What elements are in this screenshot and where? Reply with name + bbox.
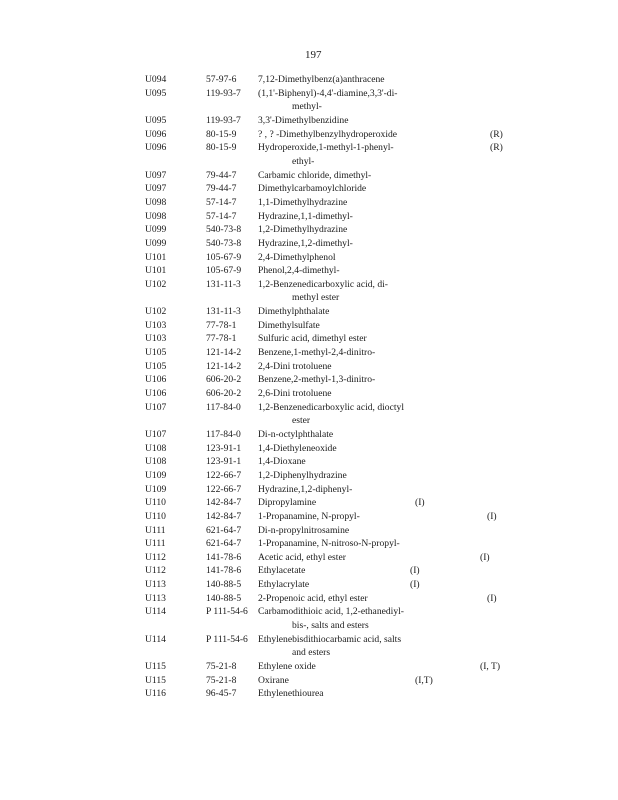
substance-name: 2,4-Dini trotoluene bbox=[258, 360, 332, 372]
substance-name: Sulfuric acid, dimethyl ester bbox=[258, 333, 367, 345]
cas-number: 96-45-7 bbox=[206, 688, 237, 700]
substance-name: 1,2-Diphenylhydrazine bbox=[258, 469, 347, 481]
substance-name: 7,12-Dimethylbenz(a)anthracene bbox=[258, 74, 385, 85]
table-row bbox=[0, 646, 618, 659]
table-row bbox=[0, 551, 618, 564]
table-row bbox=[0, 237, 618, 250]
cas-number: 122-66-7 bbox=[206, 469, 242, 481]
cas-number: 79-44-7 bbox=[206, 183, 237, 195]
substance-name: Ethylacrylate bbox=[258, 579, 310, 590]
table-row bbox=[0, 483, 618, 496]
substance-name: ethyl- bbox=[292, 155, 315, 167]
cas-number: 57-97-6 bbox=[206, 74, 237, 85]
waste-code: U114 bbox=[145, 633, 166, 645]
hazard-code: (R) bbox=[490, 128, 503, 140]
waste-code: U115 bbox=[145, 674, 166, 686]
table-row bbox=[0, 291, 618, 304]
waste-code: U109 bbox=[145, 483, 167, 495]
table-row bbox=[0, 578, 618, 591]
cas-number: 621-64-7 bbox=[206, 538, 242, 550]
cas-number: 117-84-0 bbox=[206, 401, 241, 413]
table-row bbox=[0, 387, 618, 400]
waste-code: U105 bbox=[145, 347, 167, 358]
substance-name: Ethylenethiourea bbox=[258, 688, 324, 700]
hazard-code: (I, T) bbox=[480, 661, 501, 672]
waste-code: U107 bbox=[145, 428, 167, 440]
cas-number: 121-14-2 bbox=[206, 347, 242, 358]
cas-number: 131-11-3 bbox=[206, 306, 241, 318]
waste-code: U099 bbox=[145, 224, 167, 236]
waste-code: U110 bbox=[145, 497, 166, 509]
table-row bbox=[0, 619, 618, 632]
table-row bbox=[0, 196, 618, 209]
substance-name: Dimethylsulfate bbox=[258, 319, 320, 331]
table-row bbox=[0, 141, 618, 154]
hazard-code: (I) bbox=[480, 551, 490, 563]
substance-name: Ethylene oxide bbox=[258, 661, 316, 672]
table-row bbox=[0, 278, 618, 291]
hazard-code: (I) bbox=[410, 579, 420, 590]
cas-number: 119-93-7 bbox=[206, 115, 241, 126]
substance-name: Acetic acid, ethyl ester bbox=[258, 551, 346, 563]
waste-code: U101 bbox=[145, 265, 167, 277]
substance-name: Ethylacetate bbox=[258, 565, 306, 577]
table-row bbox=[0, 401, 618, 414]
waste-code: U098 bbox=[145, 196, 167, 208]
table-row bbox=[0, 73, 618, 86]
cas-number: P 111-54-6 bbox=[206, 633, 248, 645]
table-row bbox=[0, 114, 618, 127]
waste-code: U116 bbox=[145, 688, 166, 700]
table-row bbox=[0, 128, 618, 141]
waste-code: U113 bbox=[145, 579, 166, 590]
cas-number: 80-15-9 bbox=[206, 128, 237, 140]
waste-code: U108 bbox=[145, 456, 167, 468]
waste-code: U115 bbox=[145, 661, 166, 672]
table-row bbox=[0, 251, 618, 264]
cas-number: 80-15-9 bbox=[206, 142, 237, 154]
substance-name: ester bbox=[292, 415, 311, 427]
table-row bbox=[0, 564, 618, 577]
substance-name: 2,6-Dini trotoluene bbox=[258, 387, 332, 399]
waste-code: U096 bbox=[145, 128, 167, 140]
table-row bbox=[0, 319, 618, 332]
substance-name: Benzene,1-methyl-2,4-dinitro- bbox=[258, 347, 376, 358]
substance-name: Hydroperoxide,1-methyl-1-phenyl- bbox=[258, 142, 394, 154]
cas-number: 77-78-1 bbox=[206, 333, 237, 345]
table-row bbox=[0, 169, 618, 182]
substance-name: 1,4-Dioxane bbox=[258, 456, 306, 468]
substance-name: Hydrazine,1,2-diphenyl- bbox=[258, 483, 353, 495]
substance-name: Carbamodithioic acid, 1,2-ethanediyl- bbox=[258, 606, 404, 618]
cas-number: 77-78-1 bbox=[206, 319, 237, 331]
hazard-code: (I,T) bbox=[415, 674, 433, 686]
substance-name: Dimethylphthalate bbox=[258, 306, 330, 318]
waste-code: U102 bbox=[145, 306, 167, 318]
table-row bbox=[0, 633, 618, 646]
waste-code: U111 bbox=[145, 524, 166, 536]
substance-name: Ethylenebisdithiocarbamic acid, salts bbox=[258, 633, 402, 645]
waste-code: U106 bbox=[145, 387, 167, 399]
substance-name: 1,2-Benzenedicarboxylic acid, dioctyl bbox=[258, 401, 404, 413]
table-row bbox=[0, 592, 618, 605]
hazard-code: (I) bbox=[410, 565, 420, 577]
hazard-code: (I) bbox=[487, 510, 497, 522]
cas-number: 142-84-7 bbox=[206, 497, 242, 509]
cas-number: 140-88-5 bbox=[206, 579, 242, 590]
substance-name: Dimethylcarbamoylchloride bbox=[258, 183, 367, 195]
waste-code: U110 bbox=[145, 510, 166, 522]
table-row bbox=[0, 660, 618, 673]
substance-name: (1,1'-Biphenyl)-4,4'-diamine,3,3'-di- bbox=[258, 87, 398, 99]
cas-number: 57-14-7 bbox=[206, 210, 237, 222]
waste-code: U112 bbox=[145, 551, 166, 563]
table-row bbox=[0, 428, 618, 441]
substance-name: Carbamic chloride, dimethyl- bbox=[258, 169, 372, 181]
substance-name: 1,2-Benzenedicarboxylic acid, di- bbox=[258, 278, 388, 290]
substance-name: 1-Propanamine, N-propyl- bbox=[258, 510, 360, 522]
waste-code: U096 bbox=[145, 142, 167, 154]
table-row bbox=[0, 223, 618, 236]
table-row bbox=[0, 414, 618, 427]
hazard-code: (R) bbox=[490, 142, 503, 154]
cas-number: 105-67-9 bbox=[206, 265, 242, 277]
table-row bbox=[0, 674, 618, 687]
table-row bbox=[0, 442, 618, 455]
waste-code: U103 bbox=[145, 319, 167, 331]
cas-number: 621-64-7 bbox=[206, 524, 242, 536]
cas-number: 105-67-9 bbox=[206, 251, 242, 263]
substance-name: Phenol,2,4-dimethyl- bbox=[258, 265, 340, 277]
cas-number: 141-78-6 bbox=[206, 551, 242, 563]
table-row bbox=[0, 496, 618, 509]
waste-code: U099 bbox=[145, 237, 167, 249]
cas-number: 142-84-7 bbox=[206, 510, 242, 522]
waste-code: U105 bbox=[145, 360, 167, 372]
cas-number: 75-21-8 bbox=[206, 674, 237, 686]
table-row bbox=[0, 332, 618, 345]
substance-name: Benzene,2-methyl-1,3-dinitro- bbox=[258, 374, 376, 386]
substance-name: bis-, salts and esters bbox=[292, 620, 369, 631]
cas-number: 141-78-6 bbox=[206, 565, 242, 577]
waste-code: U097 bbox=[145, 169, 167, 181]
waste-code: U095 bbox=[145, 87, 167, 99]
substance-name: Hydrazine,1,2-dimethyl- bbox=[258, 237, 353, 249]
cas-number: 79-44-7 bbox=[206, 169, 237, 181]
waste-code: U111 bbox=[145, 538, 166, 550]
substance-name: and esters bbox=[292, 647, 331, 659]
waste-code: U102 bbox=[145, 278, 167, 290]
cas-number: 123-91-1 bbox=[206, 456, 242, 468]
substance-name: 3,3'-Dimethylbenzidine bbox=[258, 115, 349, 126]
page-number: 197 bbox=[305, 49, 322, 61]
table-row bbox=[0, 360, 618, 373]
hazard-code: (I) bbox=[487, 592, 497, 604]
waste-code: U107 bbox=[145, 401, 167, 413]
waste-code: U101 bbox=[145, 251, 167, 263]
table-row bbox=[0, 346, 618, 359]
substance-name: Hydrazine,1,1-dimethyl- bbox=[258, 210, 353, 222]
substance-name: Di-n-octylphthalate bbox=[258, 428, 334, 440]
table-row bbox=[0, 373, 618, 386]
waste-code: U112 bbox=[145, 565, 166, 577]
table-row bbox=[0, 687, 618, 700]
table-row bbox=[0, 537, 618, 550]
substance-name: Oxirane bbox=[258, 674, 289, 686]
substance-name: methyl- bbox=[292, 101, 322, 113]
table-row bbox=[0, 455, 618, 468]
waste-code: U095 bbox=[145, 115, 167, 126]
cas-number: 119-93-7 bbox=[206, 87, 241, 99]
waste-code: U094 bbox=[145, 74, 167, 85]
table-row bbox=[0, 100, 618, 113]
cas-number: 540-73-8 bbox=[206, 237, 242, 249]
substance-name: 1,2-Dimethylhydrazine bbox=[258, 224, 348, 236]
cas-number: 75-21-8 bbox=[206, 661, 237, 672]
cas-number: 122-66-7 bbox=[206, 483, 242, 495]
cas-number: 540-73-8 bbox=[206, 224, 242, 236]
substance-name: ? , ? -Dimethylbenzylhydroperoxide bbox=[258, 128, 398, 140]
cas-number: 606-20-2 bbox=[206, 374, 242, 386]
table-row bbox=[0, 524, 618, 537]
substance-name: 1-Propanamine, N-nitroso-N-propyl- bbox=[258, 538, 400, 550]
substance-name: Dipropylamine bbox=[258, 497, 317, 509]
cas-number: 140-88-5 bbox=[206, 592, 242, 604]
table-row bbox=[0, 469, 618, 482]
waste-code: U109 bbox=[145, 469, 167, 481]
table-row bbox=[0, 264, 618, 277]
table-row bbox=[0, 87, 618, 100]
cas-number: 121-14-2 bbox=[206, 360, 242, 372]
waste-code: U113 bbox=[145, 592, 166, 604]
substance-name: 1,1-Dimethylhydrazine bbox=[258, 196, 348, 208]
cas-number: 606-20-2 bbox=[206, 387, 242, 399]
substance-name: 2,4-Dimethylphenol bbox=[258, 251, 336, 263]
table-row bbox=[0, 605, 618, 618]
table-row bbox=[0, 510, 618, 523]
cas-number: 131-11-3 bbox=[206, 278, 241, 290]
substance-name: methyl ester bbox=[292, 292, 340, 304]
waste-code: U114 bbox=[145, 606, 166, 618]
table-row bbox=[0, 155, 618, 168]
cas-number: P 111-54-6 bbox=[206, 606, 248, 618]
waste-code: U106 bbox=[145, 374, 167, 386]
waste-code: U097 bbox=[145, 183, 167, 195]
waste-code: U103 bbox=[145, 333, 167, 345]
cas-number: 57-14-7 bbox=[206, 196, 237, 208]
waste-code: U098 bbox=[145, 210, 167, 222]
substance-name: 1,4-Diethyleneoxide bbox=[258, 442, 337, 454]
substance-name: 2-Propenoic acid, ethyl ester bbox=[258, 592, 368, 604]
cas-number: 117-84-0 bbox=[206, 428, 241, 440]
table-row bbox=[0, 210, 618, 223]
table-row bbox=[0, 305, 618, 318]
substance-name: Di-n-propylnitrosamine bbox=[258, 524, 350, 536]
cas-number: 123-91-1 bbox=[206, 442, 242, 454]
table-row bbox=[0, 182, 618, 195]
waste-code: U108 bbox=[145, 442, 167, 454]
hazard-code: (I) bbox=[415, 497, 425, 509]
